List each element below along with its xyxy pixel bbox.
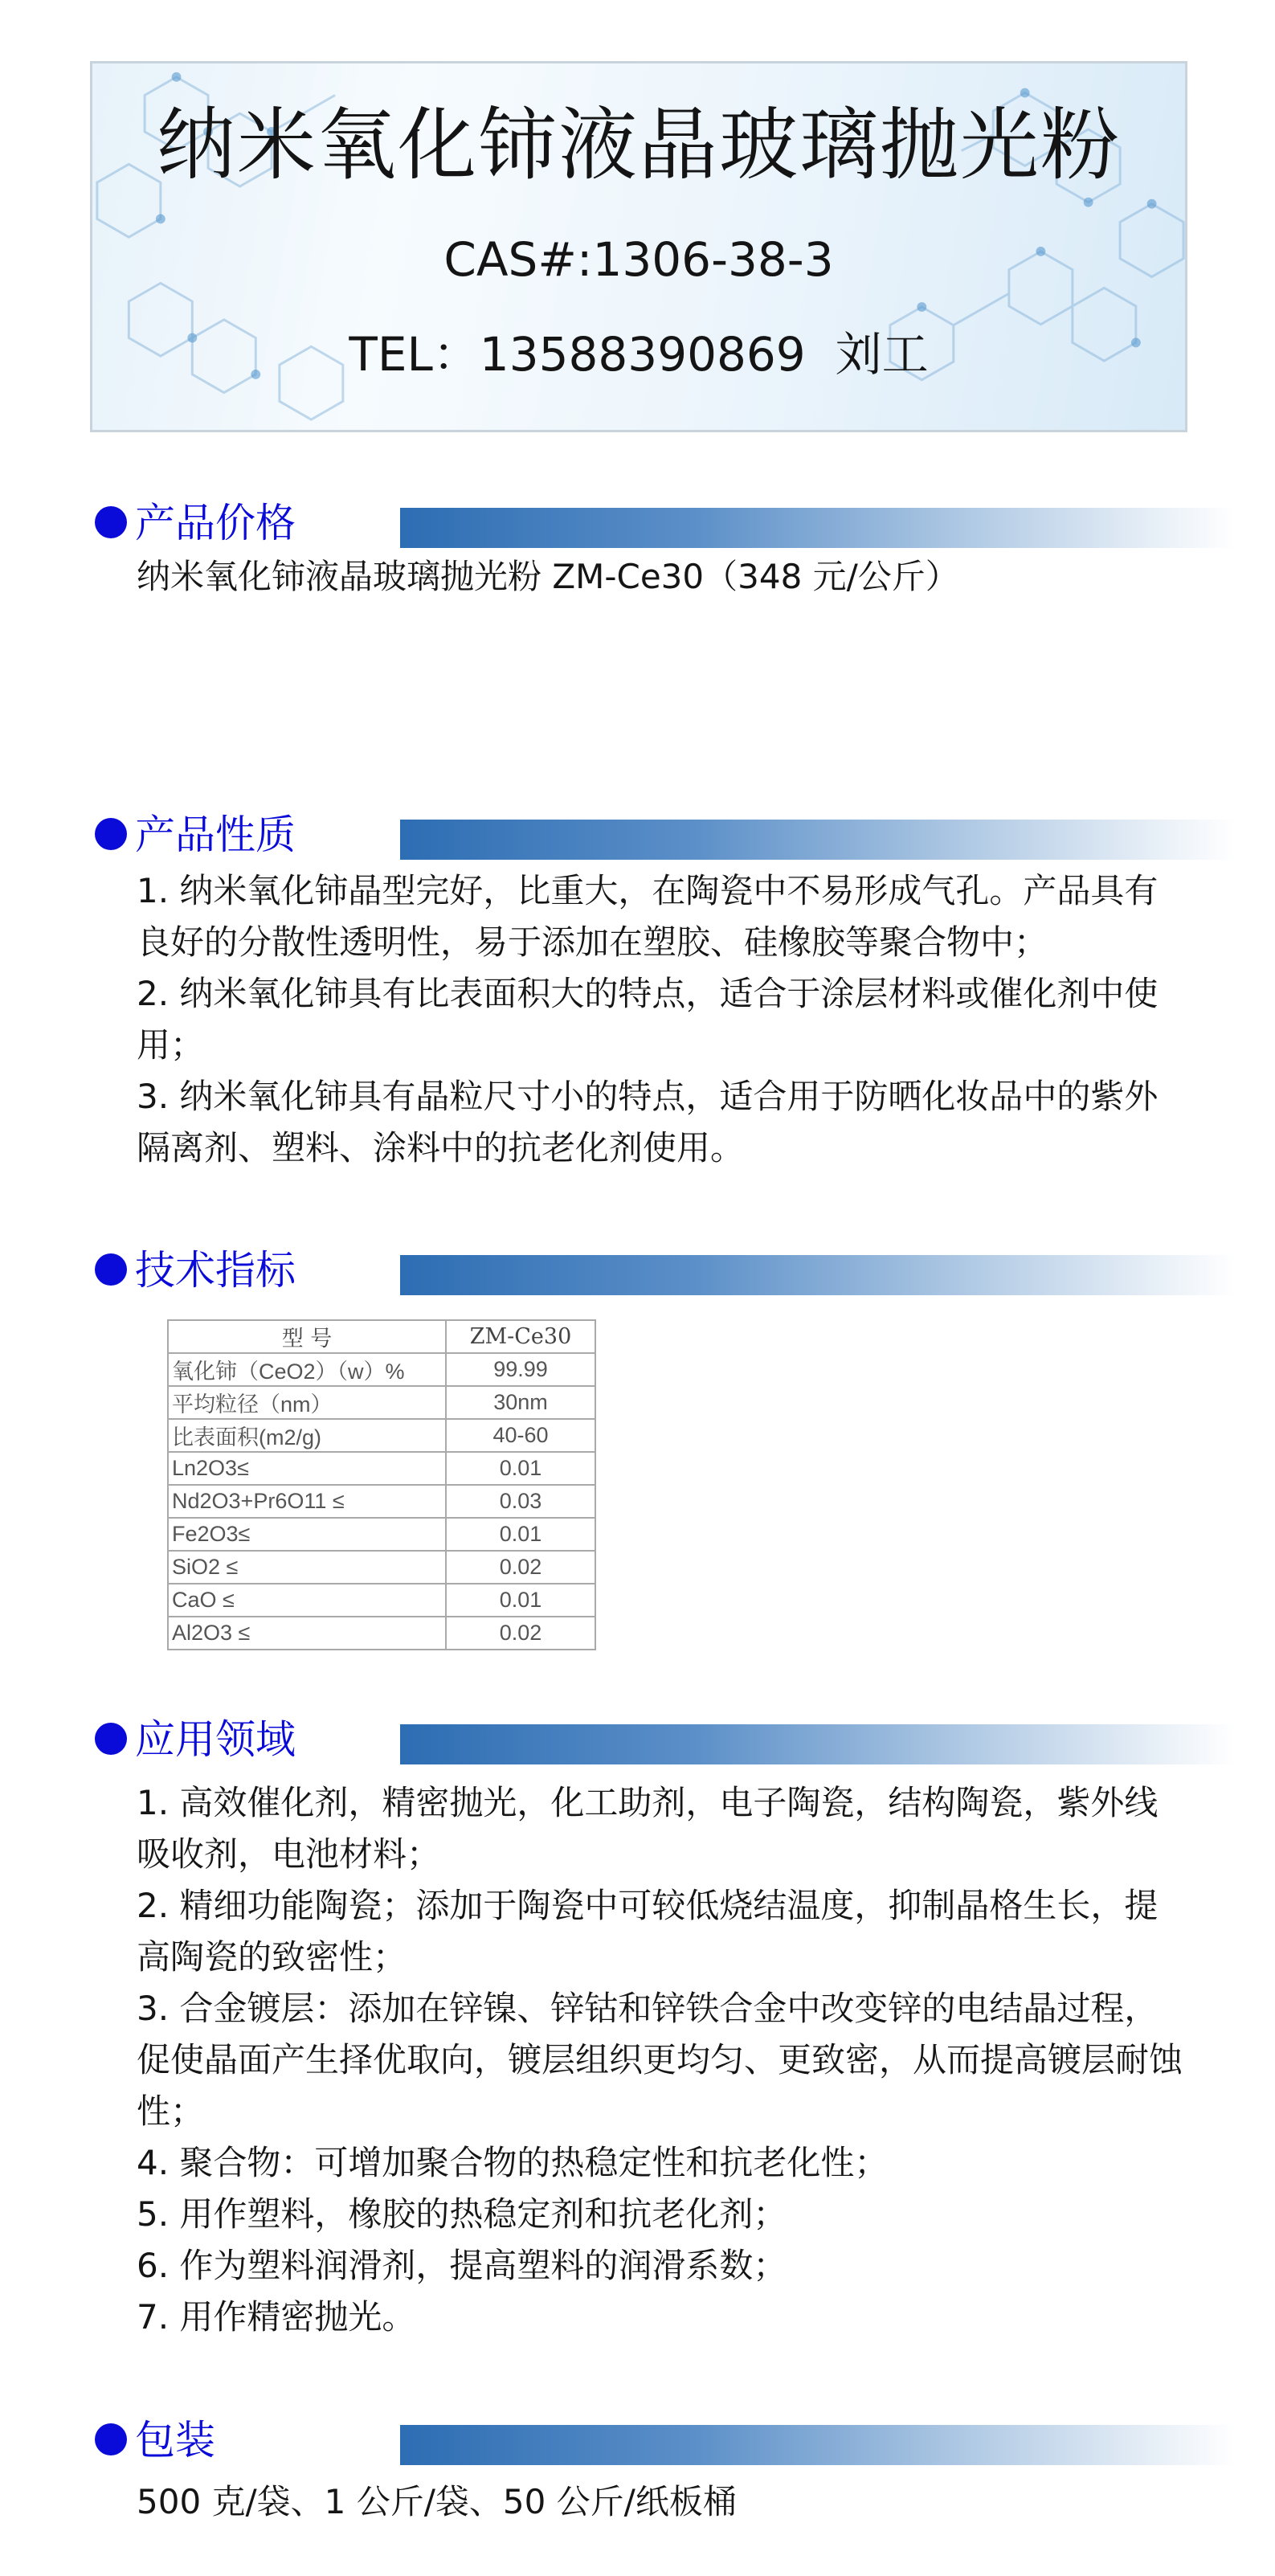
gradient-divider-bar [400,1724,1236,1764]
table-row [168,1518,595,1551]
property-item: 3. 纳米氧化铈具有晶粒尺寸小的特点，适合用于防晒化妆品中的紫外隔离剂、塑料、涂料中的抗老化剂使用。 [137,1077,1159,1167]
applications-text [137,1777,1189,2343]
table-cell: 0.01 [446,1452,595,1485]
table-cell: Fe2O3≤ [168,1518,446,1551]
section-title: 产品价格 [135,500,296,546]
table-row [168,1485,595,1518]
table-row [168,1419,595,1452]
table-row [168,1452,595,1485]
section-title: 产品性质 [135,812,296,858]
application-item: 1. 高效催化剂，精密抛光，化工助剂，电子陶瓷，结构陶瓷，紫外线吸收剂，电池材料； [137,1783,1159,1874]
table-row [168,1353,595,1386]
gradient-divider-bar [400,1255,1236,1295]
application-item: 2. 精细功能陶瓷；添加于陶瓷中可较低烧结温度，抑制晶格生长，提高陶瓷的致密性； [137,1886,1159,1977]
packaging-text [137,2476,1189,2528]
section-heading-applications [90,1711,1275,1768]
packaging-line: 500 克/袋、1 公斤/袋、50 公斤/纸板桶 [137,2482,737,2521]
table-cell: 0.03 [446,1485,595,1518]
section-heading-price [90,495,1275,551]
section-heading-packaging [90,2412,1275,2468]
table-cell: 0.02 [446,1551,595,1584]
table-cell: 0.01 [446,1518,595,1551]
bullet-dot-icon [95,1723,127,1755]
specification-table [167,1319,596,1650]
bullet-dot-icon [95,2423,127,2455]
bullet-dot-icon [95,1253,127,1286]
table-cell: 0.02 [446,1617,595,1650]
bullet-dot-icon [95,506,127,538]
application-item: 5. 用作塑料，橡胶的热稳定剂和抗老化剂； [137,2194,787,2234]
product-title: 纳米氧化铈液晶玻璃抛光粉 [156,100,1121,191]
table-row [168,1551,595,1584]
table-row [168,1386,595,1419]
property-item: 1. 纳米氧化铈晶型完好，比重大，在陶瓷中不易形成气孔。产品具有良好的分散性透明性，易于添加在塑胶、硅橡胶等聚合物中； [137,871,1159,962]
table-cell: 比表面积(m2/g) [168,1419,446,1452]
price-line: 纳米氧化铈液晶玻璃抛光粉 ZM-Ce30（348 元/公斤） [137,557,959,596]
table-cell: Nd2O3+Pr6O11 ≤ [168,1485,446,1518]
table-cell: Al2O3 ≤ [168,1617,446,1650]
application-item: 4. 聚合物：可增加聚合物的热稳定性和抗老化性； [137,2143,889,2182]
application-item: 7. 用作精密抛光。 [137,2297,416,2337]
table-row [168,1584,595,1617]
section-title: 应用领域 [135,1716,296,1763]
table-cell: CaO ≤ [168,1584,446,1617]
table-cell: 平均粒径（nm） [168,1386,446,1419]
price-text [137,551,1189,603]
gradient-divider-bar [400,820,1236,860]
gradient-divider-bar [400,508,1236,548]
section-heading-properties [90,807,1275,863]
header-banner [90,61,1187,432]
section-heading-specs [90,1242,1275,1298]
table-cell: 氧化铈（CeO2）（w）% [168,1353,446,1386]
application-item: 6. 作为塑料润滑剂，提高塑料的润滑系数； [137,2246,787,2285]
table-header-cell: ZM-Ce30 [446,1320,595,1353]
table-cell: SiO2 ≤ [168,1551,446,1584]
contact-phone: TEL：13588390869 刘工 [349,327,929,382]
properties-text [137,865,1189,1174]
section-title: 包装 [135,2417,215,2464]
application-item: 3. 合金镀层：添加在锌镍、锌钴和锌铁合金中改变锌的电结晶过程，促使晶面产生择优取向，镀层组织更均匀、更致密，从而提高镀层耐蚀性； [137,1989,1183,2131]
table-header-row [168,1320,595,1353]
section-title: 技术指标 [135,1247,296,1294]
bullet-dot-icon [95,818,127,850]
table-cell: 0.01 [446,1584,595,1617]
table-cell: 30nm [446,1386,595,1419]
property-item: 2. 纳米氧化铈具有比表面积大的特点，适合于涂层材料或催化剂中使用； [137,974,1159,1065]
table-cell: Ln2O3≤ [168,1452,446,1485]
cas-number: CAS#:1306-38-3 [443,232,834,287]
table-cell: 40-60 [446,1419,595,1452]
table-cell: 99.99 [446,1353,595,1386]
gradient-divider-bar [400,2425,1236,2465]
table-row [168,1617,595,1650]
table-header-cell: 型 号 [168,1320,446,1353]
